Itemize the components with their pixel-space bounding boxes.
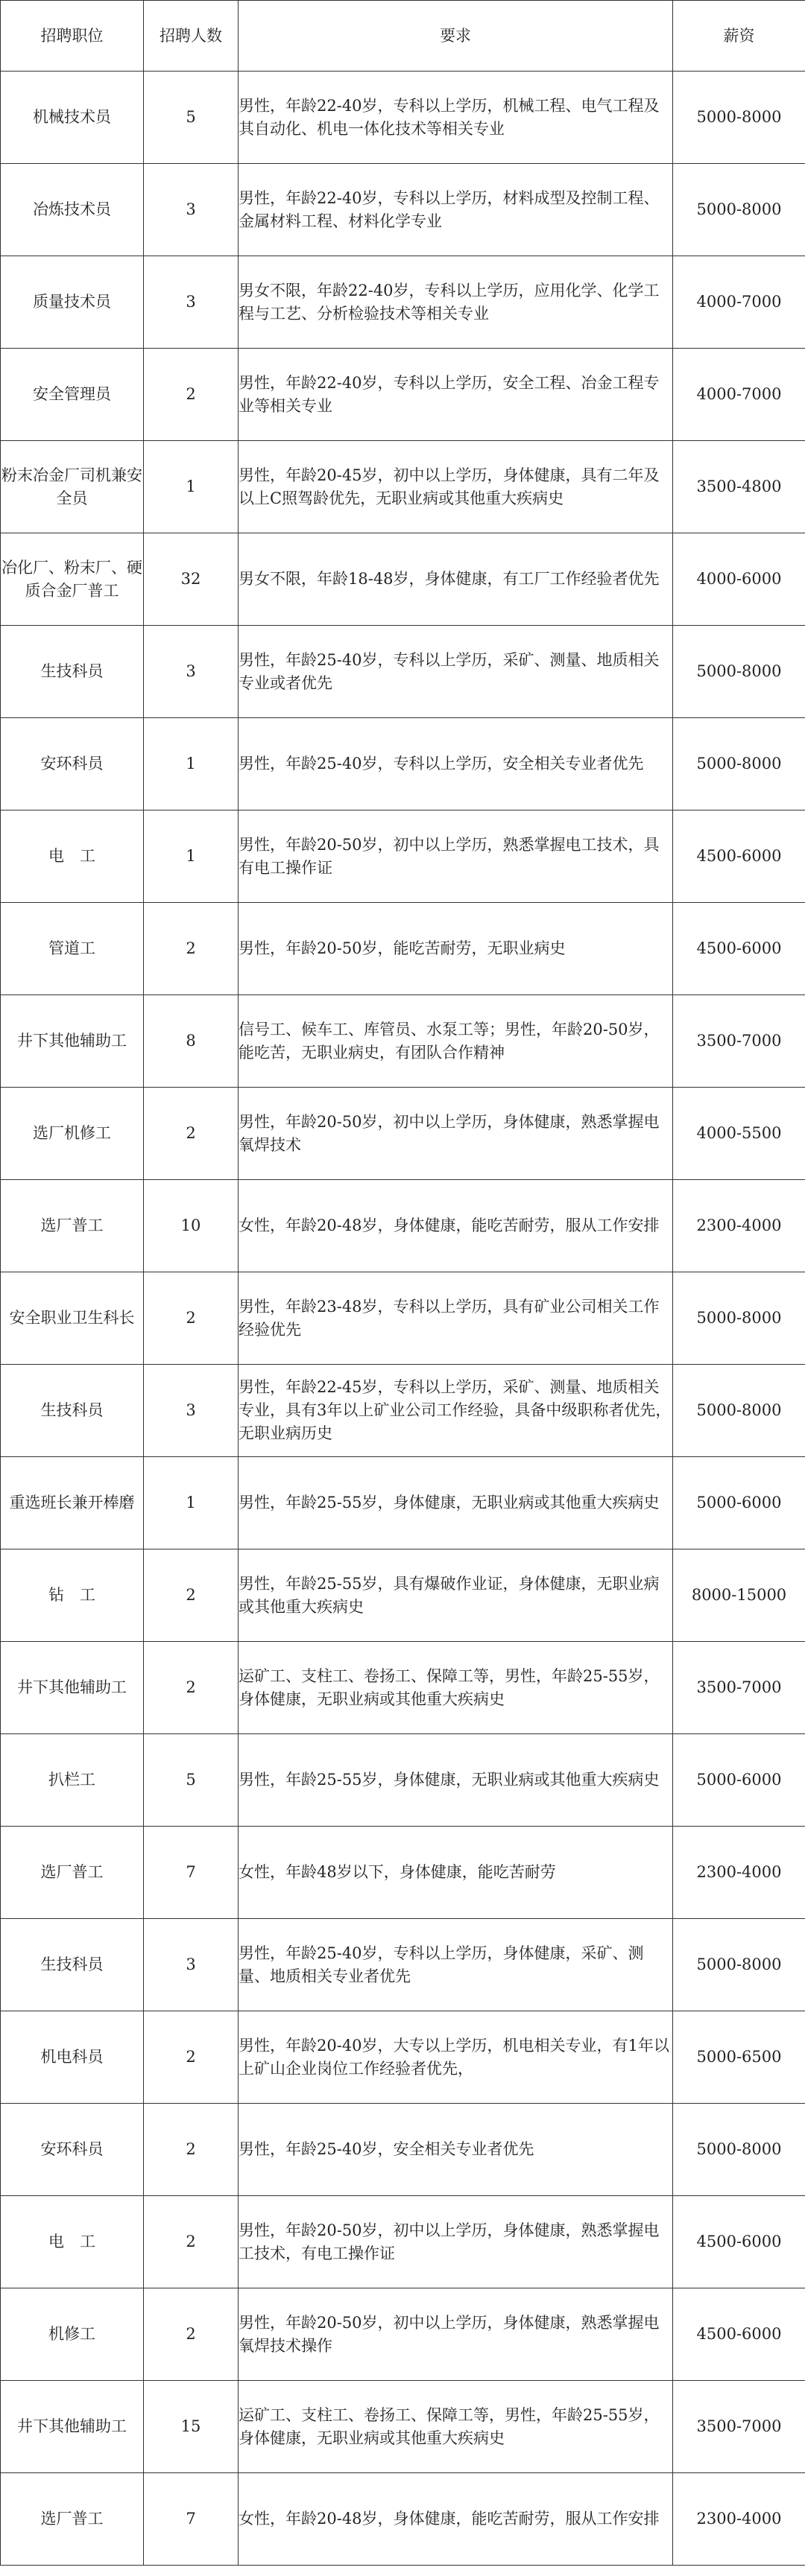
table-row bbox=[1, 1272, 805, 1365]
cell-requirements: 男女不限，年龄22-40岁，专科以上学历，应用化学、化学工程与工艺、分析检验技术等相关专业 bbox=[239, 256, 673, 349]
table-row bbox=[1, 2011, 805, 2104]
cell-count: 7 bbox=[144, 2473, 239, 2566]
cell-requirements: 男性，年龄20-50岁，初中以上学历，身体健康，熟悉掌握电氧焊技术 bbox=[239, 1088, 673, 1180]
cell-salary: 3500-7000 bbox=[673, 995, 805, 1088]
cell-position: 井下其他辅助工 bbox=[1, 995, 144, 1088]
cell-position: 井下其他辅助工 bbox=[1, 2381, 144, 2473]
table-row bbox=[1, 2196, 805, 2288]
cell-requirements: 女性，年龄20-48岁，身体健康，能吃苦耐劳，服从工作安排 bbox=[239, 1180, 673, 1272]
header-count: 招聘人数 bbox=[144, 1, 239, 72]
table-row bbox=[1, 718, 805, 810]
cell-count: 3 bbox=[144, 1365, 239, 1457]
cell-position: 选厂普工 bbox=[1, 2473, 144, 2566]
cell-salary: 4000-7000 bbox=[673, 256, 805, 349]
cell-count: 2 bbox=[144, 1272, 239, 1365]
cell-count: 10 bbox=[144, 1180, 239, 1272]
cell-position: 机械技术员 bbox=[1, 72, 144, 164]
cell-salary: 5000-8000 bbox=[673, 72, 805, 164]
cell-requirements: 男性，年龄22-45岁，专科以上学历，采矿、测量、地质相关专业，具有3年以上矿业公司工作经验，具备中级职称者优先，无职业病历史 bbox=[239, 1365, 673, 1457]
cell-position: 生技科员 bbox=[1, 1919, 144, 2011]
cell-position: 电 工 bbox=[1, 810, 144, 903]
cell-position: 质量技术员 bbox=[1, 256, 144, 349]
table-row bbox=[1, 2288, 805, 2381]
cell-count: 2 bbox=[144, 903, 239, 995]
table-body bbox=[1, 72, 805, 2566]
cell-position: 生技科员 bbox=[1, 1365, 144, 1457]
cell-requirements: 运矿工、支柱工、卷扬工、保障工等，男性，年龄25-55岁，身体健康，无职业病或其他重大疾病史 bbox=[239, 2381, 673, 2473]
cell-salary: 3500-4800 bbox=[673, 441, 805, 533]
cell-salary: 5000-8000 bbox=[673, 2104, 805, 2196]
table-row bbox=[1, 72, 805, 164]
cell-requirements: 男性，年龄22-40岁，专科以上学历，安全工程、冶金工程专业等相关专业 bbox=[239, 349, 673, 441]
cell-requirements: 男性，年龄22-40岁，专科以上学历，材料成型及控制工程、金属材料工程、材料化学专业 bbox=[239, 164, 673, 256]
cell-requirements: 男性，年龄20-50岁，初中以上学历，身体健康，熟悉掌握电氧焊技术操作 bbox=[239, 2288, 673, 2381]
table-row bbox=[1, 349, 805, 441]
cell-count: 3 bbox=[144, 256, 239, 349]
cell-count: 2 bbox=[144, 1088, 239, 1180]
cell-count: 5 bbox=[144, 72, 239, 164]
header-requirements: 要求 bbox=[239, 1, 673, 72]
table-row bbox=[1, 1365, 805, 1457]
cell-position: 冶化厂、粉末厂、硬质合金厂普工 bbox=[1, 533, 144, 626]
cell-count: 1 bbox=[144, 1457, 239, 1549]
cell-requirements: 男性，年龄20-45岁，初中以上学历，身体健康，具有二年及以上C照驾龄优先，无职业病或其他重大疾病史 bbox=[239, 441, 673, 533]
cell-requirements: 男女不限，年龄18-48岁，身体健康，有工厂工作经验者优先 bbox=[239, 533, 673, 626]
cell-salary: 2300-4000 bbox=[673, 2473, 805, 2566]
cell-salary: 8000-15000 bbox=[673, 1549, 805, 1642]
table-row bbox=[1, 533, 805, 626]
cell-salary: 2300-4000 bbox=[673, 1180, 805, 1272]
cell-salary: 5000-8000 bbox=[673, 1919, 805, 2011]
cell-count: 5 bbox=[144, 1734, 239, 1827]
cell-requirements: 男性，年龄20-50岁，初中以上学历，身体健康，熟悉掌握电工技术，有电工操作证 bbox=[239, 2196, 673, 2288]
cell-salary: 5000-8000 bbox=[673, 164, 805, 256]
cell-requirements: 男性，年龄25-40岁，专科以上学历，安全相关专业者优先 bbox=[239, 718, 673, 810]
table-row bbox=[1, 995, 805, 1088]
cell-salary: 5000-8000 bbox=[673, 626, 805, 718]
cell-position: 选厂普工 bbox=[1, 1180, 144, 1272]
cell-requirements: 男性，年龄25-55岁，身体健康，无职业病或其他重大疾病史 bbox=[239, 1734, 673, 1827]
cell-requirements: 信号工、候车工、库管员、水泵工等；男性，年龄20-50岁，能吃苦，无职业病史，有团队合作精神 bbox=[239, 995, 673, 1088]
cell-salary: 3500-7000 bbox=[673, 2381, 805, 2473]
table-row bbox=[1, 1180, 805, 1272]
cell-salary: 2300-4000 bbox=[673, 1827, 805, 1919]
cell-count: 2 bbox=[144, 1642, 239, 1734]
cell-count: 32 bbox=[144, 533, 239, 626]
cell-requirements: 男性，年龄25-40岁，专科以上学历，采矿、测量、地质相关专业或者优先 bbox=[239, 626, 673, 718]
cell-count: 3 bbox=[144, 626, 239, 718]
cell-requirements: 运矿工、支柱工、卷扬工、保障工等，男性，年龄25-55岁，身体健康，无职业病或其他重大疾病史 bbox=[239, 1642, 673, 1734]
cell-requirements: 男性，年龄20-40岁，大专以上学历，机电相关专业，有1年以上矿山企业岗位工作经验者优先， bbox=[239, 2011, 673, 2104]
cell-position: 井下其他辅助工 bbox=[1, 1642, 144, 1734]
cell-position: 管道工 bbox=[1, 903, 144, 995]
table-row bbox=[1, 1734, 805, 1827]
cell-position: 冶炼技术员 bbox=[1, 164, 144, 256]
cell-position: 安全职业卫生科长 bbox=[1, 1272, 144, 1365]
cell-requirements: 男性，年龄25-55岁，具有爆破作业证，身体健康，无职业病或其他重大疾病史 bbox=[239, 1549, 673, 1642]
cell-position: 粉末冶金厂司机兼安全员 bbox=[1, 441, 144, 533]
cell-position: 生技科员 bbox=[1, 626, 144, 718]
cell-salary: 4500-6000 bbox=[673, 2288, 805, 2381]
cell-position: 安环科员 bbox=[1, 2104, 144, 2196]
table-row bbox=[1, 1827, 805, 1919]
cell-count: 2 bbox=[144, 1549, 239, 1642]
cell-requirements: 男性，年龄23-48岁，专科以上学历，具有矿业公司相关工作经验优先 bbox=[239, 1272, 673, 1365]
table-row bbox=[1, 903, 805, 995]
cell-requirements: 男性，年龄20-50岁，初中以上学历，熟悉掌握电工技术，具有电工操作证 bbox=[239, 810, 673, 903]
table-header bbox=[1, 1, 805, 72]
header-salary: 薪资 bbox=[673, 1, 805, 72]
header-row bbox=[1, 1, 805, 72]
cell-count: 1 bbox=[144, 718, 239, 810]
table-row bbox=[1, 1549, 805, 1642]
cell-requirements: 女性，年龄20-48岁，身体健康，能吃苦耐劳，服从工作安排 bbox=[239, 2473, 673, 2566]
cell-position: 安全管理员 bbox=[1, 349, 144, 441]
cell-requirements: 男性，年龄25-40岁，安全相关专业者优先 bbox=[239, 2104, 673, 2196]
cell-salary: 5000-6000 bbox=[673, 1457, 805, 1549]
table-row bbox=[1, 1919, 805, 2011]
cell-requirements: 男性，年龄25-55岁，身体健康，无职业病或其他重大疾病史 bbox=[239, 1457, 673, 1549]
cell-salary: 5000-8000 bbox=[673, 1272, 805, 1365]
table-row bbox=[1, 1642, 805, 1734]
table-row bbox=[1, 626, 805, 718]
cell-salary: 3500-7000 bbox=[673, 1642, 805, 1734]
cell-position: 选厂普工 bbox=[1, 1827, 144, 1919]
cell-position: 钻 工 bbox=[1, 1549, 144, 1642]
table-row bbox=[1, 164, 805, 256]
cell-requirements: 男性，年龄22-40岁，专科以上学历，机械工程、电气工程及其自动化、机电一体化技术等相关专业 bbox=[239, 72, 673, 164]
cell-count: 8 bbox=[144, 995, 239, 1088]
table-row bbox=[1, 441, 805, 533]
header-position: 招聘职位 bbox=[1, 1, 144, 72]
cell-position: 机修工 bbox=[1, 2288, 144, 2381]
cell-position: 机电科员 bbox=[1, 2011, 144, 2104]
cell-salary: 5000-6000 bbox=[673, 1734, 805, 1827]
cell-salary: 4000-6000 bbox=[673, 533, 805, 626]
cell-salary: 4500-6000 bbox=[673, 2196, 805, 2288]
cell-position: 安环科员 bbox=[1, 718, 144, 810]
table-row bbox=[1, 2473, 805, 2566]
cell-salary: 5000-6500 bbox=[673, 2011, 805, 2104]
cell-count: 15 bbox=[144, 2381, 239, 2473]
table-row bbox=[1, 256, 805, 349]
cell-salary: 5000-8000 bbox=[673, 718, 805, 810]
cell-count: 2 bbox=[144, 349, 239, 441]
cell-salary: 5000-8000 bbox=[673, 1365, 805, 1457]
cell-requirements: 男性，年龄25-40岁，专科以上学历，身体健康，采矿、测量、地质相关专业者优先 bbox=[239, 1919, 673, 2011]
cell-count: 3 bbox=[144, 164, 239, 256]
cell-count: 2 bbox=[144, 2104, 239, 2196]
cell-position: 扒栏工 bbox=[1, 1734, 144, 1827]
table-row bbox=[1, 1088, 805, 1180]
cell-position: 电 工 bbox=[1, 2196, 144, 2288]
cell-count: 2 bbox=[144, 2288, 239, 2381]
cell-requirements: 女性，年龄48岁以下，身体健康，能吃苦耐劳 bbox=[239, 1827, 673, 1919]
cell-count: 3 bbox=[144, 1919, 239, 2011]
cell-count: 2 bbox=[144, 2011, 239, 2104]
table-row bbox=[1, 1457, 805, 1549]
table-row bbox=[1, 810, 805, 903]
cell-count: 7 bbox=[144, 1827, 239, 1919]
cell-salary: 4500-6000 bbox=[673, 903, 805, 995]
cell-salary: 4500-6000 bbox=[673, 810, 805, 903]
cell-position: 重选班长兼开棒磨 bbox=[1, 1457, 144, 1549]
cell-count: 1 bbox=[144, 441, 239, 533]
cell-position: 选厂机修工 bbox=[1, 1088, 144, 1180]
table-row bbox=[1, 2104, 805, 2196]
cell-salary: 4000-7000 bbox=[673, 349, 805, 441]
cell-count: 2 bbox=[144, 2196, 239, 2288]
cell-salary: 4000-5500 bbox=[673, 1088, 805, 1180]
cell-count: 1 bbox=[144, 810, 239, 903]
cell-requirements: 男性，年龄20-50岁，能吃苦耐劳，无职业病史 bbox=[239, 903, 673, 995]
table-row bbox=[1, 2381, 805, 2473]
